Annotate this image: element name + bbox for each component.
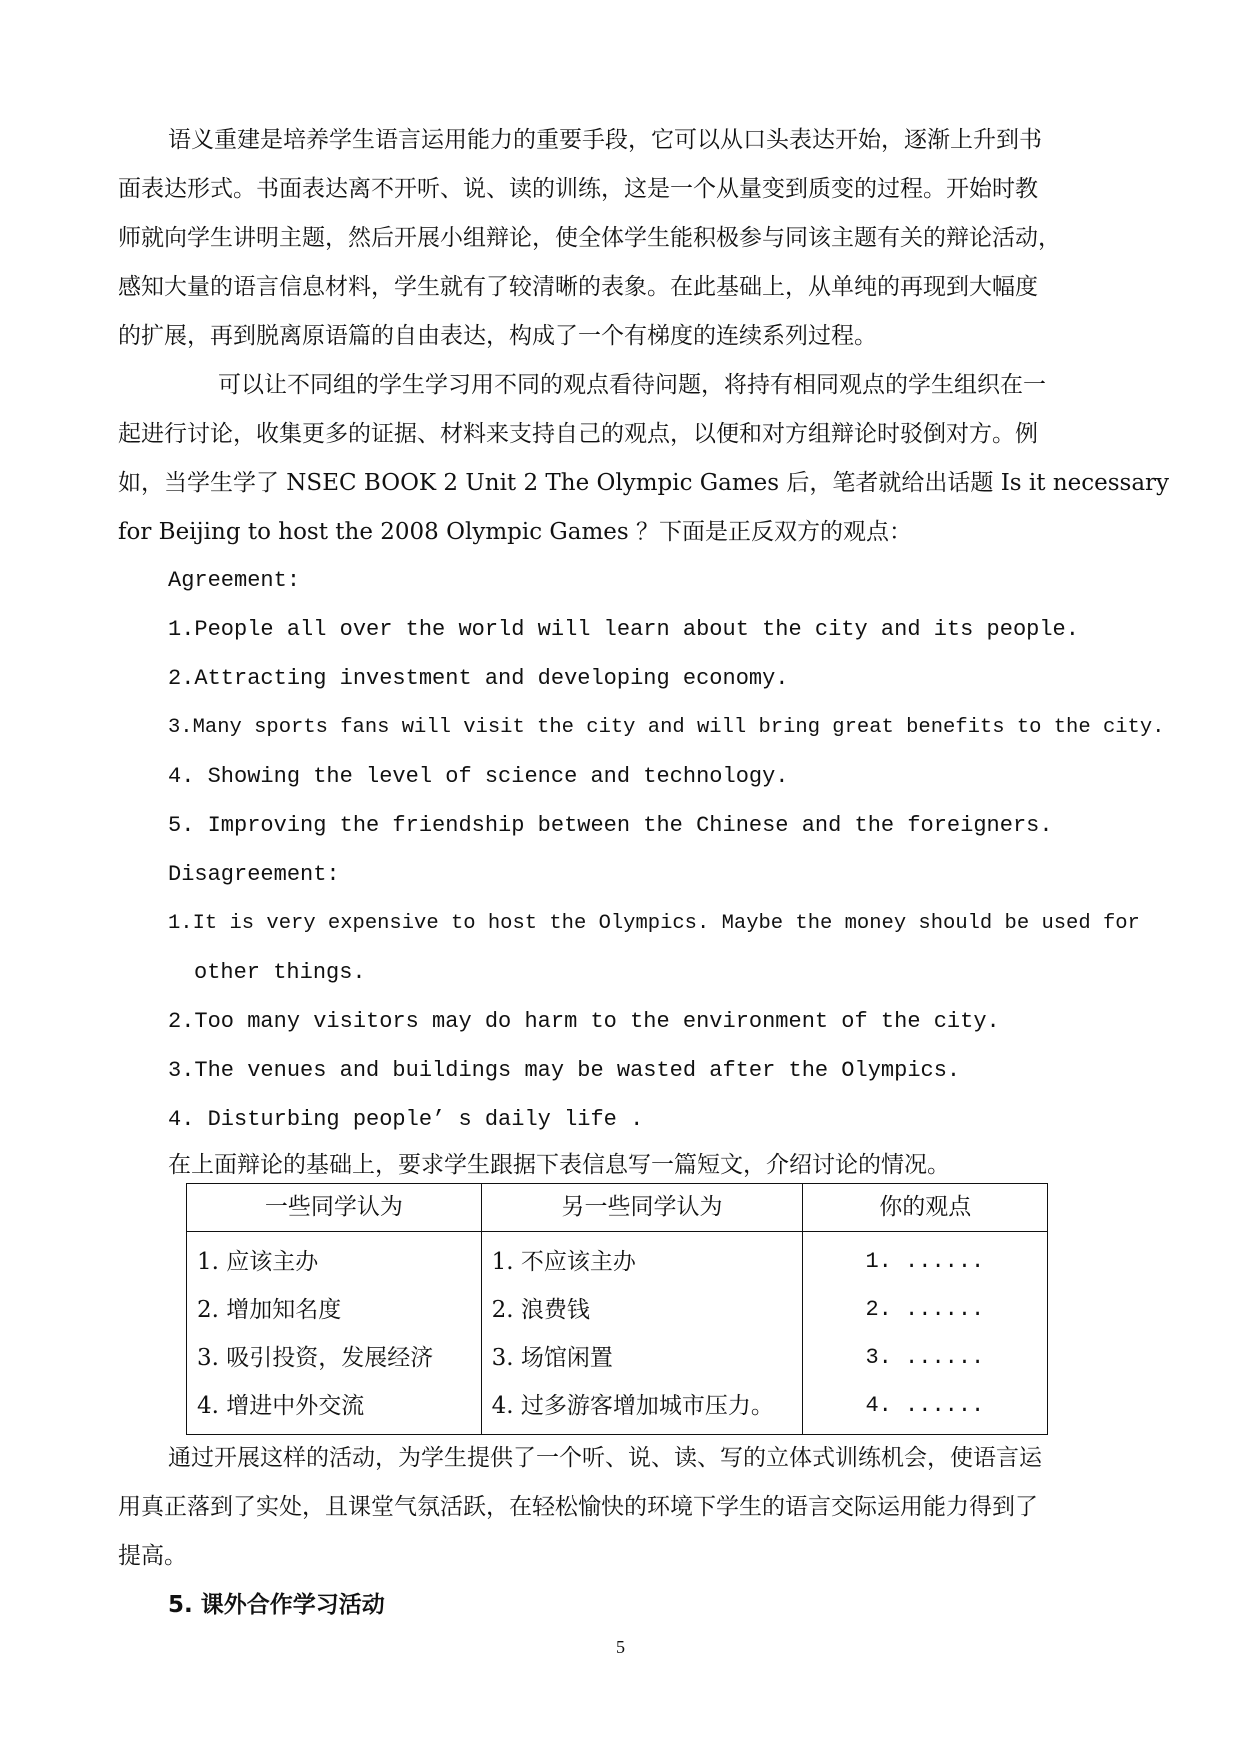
paragraph3-line-3: 提高。 <box>118 1543 187 1569</box>
agreement-heading: Agreement: <box>168 568 301 593</box>
paragraph1-line-2: 面表达形式。书面表达离不开听、说、读的训练，这是一个从量变到质变的过程。开始时教 <box>118 176 1038 202</box>
agreement-item-5: 5. Improving the friendship between the Chinese and the foreigners. <box>168 813 1053 838</box>
table-cell: 1. 不应该主办 <box>491 1249 636 1275</box>
paragraph2-line-1: 可以让不同组的学生学习用不同的观点看待问题，将持有相同观点的学生组织在一 <box>218 372 1046 398</box>
table-cell: 3. 吸引投资，发展经济 <box>197 1345 434 1371</box>
paragraph3-line-2: 用真正落到了实处，且课堂气氛活跃，在轻松愉快的环境下学生的语言交际运用能力得到了 <box>118 1494 1038 1520</box>
agreement-item-4: 4. Showing the level of science and technology. <box>168 764 789 789</box>
table-column-1 <box>187 1232 482 1435</box>
table-cell: 3. 场馆闲置 <box>491 1345 613 1371</box>
disagreement-heading: Disagreement: <box>168 862 340 887</box>
paragraph1-line-4: 感知大量的语言信息材料，学生就有了较清晰的表象。在此基础上，从单纯的再现到大幅度 <box>118 274 1038 300</box>
disagreement-item-2: 2.Too many visitors may do harm to the environment of the city. <box>168 1009 1000 1034</box>
table-cell: 2. ...... <box>865 1297 985 1322</box>
paragraph1-line-5: 的扩展，再到脱离原语篇的自由表达，构成了一个有梯度的连续系列过程。 <box>118 323 877 349</box>
agreement-item-2: 2.Attracting investment and developing economy. <box>168 666 789 691</box>
paragraph2-line-2: 起进行讨论，收集更多的证据、材料来支持自己的观点，以便和对方组辩论时驳倒对方。例 <box>118 421 1038 447</box>
table-header-your-opinion: 你的观点 <box>803 1184 1048 1232</box>
paragraph1-line-3: 师就向学生讲明主题，然后开展小组辩论，使全体学生能积极参与同该主题有关的辩论活动， <box>118 225 1061 251</box>
table-cell: 4. 过多游客增加城市压力。 <box>491 1393 774 1419</box>
table-column-2 <box>481 1232 803 1435</box>
opinion-table <box>186 1183 1048 1435</box>
table-header-other-students: 另一些同学认为 <box>481 1184 803 1232</box>
table-cell: 4. ...... <box>865 1393 985 1418</box>
page-number: 5 <box>616 1637 625 1657</box>
table-header-some-students: 一些同学认为 <box>187 1184 482 1232</box>
paragraph2-line-4: for Beijing to host the 2008 Olympic Games ？下面是正反双方的观点： <box>118 519 913 545</box>
disagreement-item-4: 4. Disturbing people’ s daily life . <box>168 1107 644 1132</box>
paragraph3-line-1: 通过开展这样的活动，为学生提供了一个听、说、读、写的立体式训练机会，使语言运 <box>168 1445 1042 1471</box>
table-cell: 4. 增进中外交流 <box>197 1393 365 1419</box>
disagreement-item-1: 1.It is very expensive to host the Olympics. Maybe the money should be used for <box>168 912 1140 935</box>
table-column-3 <box>803 1232 1048 1435</box>
paragraph2-line-3: 如，当学生学了 NSEC BOOK 2 Unit 2 The Olympic Games 后，笔者就给出话题 Is it necessary <box>118 470 1170 496</box>
disagreement-item-1-continued: other things. <box>194 960 366 985</box>
table-cell: 2. 增加知名度 <box>197 1297 342 1323</box>
agreement-item-3: 3.Many sports fans will visit the city and will bring great benefits to the city. <box>168 716 1165 739</box>
section-heading: 5. 课外合作学习活动 <box>168 1592 385 1618</box>
table-cell: 3. ...... <box>865 1345 985 1370</box>
table-cell: 1. 应该主办 <box>197 1249 319 1275</box>
agreement-item-1: 1.People all over the world will learn about the city and its people. <box>168 617 1079 642</box>
table-intro: 在上面辩论的基础上，要求学生跟据下表信息写一篇短文，介绍讨论的情况。 <box>168 1152 950 1178</box>
disagreement-item-3: 3.The venues and buildings may be wasted after the Olympics. <box>168 1058 961 1083</box>
table-cell: 2. 浪费钱 <box>491 1297 590 1323</box>
table-cell: 1. ...... <box>865 1249 985 1274</box>
paragraph1-line-1: 语义重建是培养学生语言运用能力的重要手段，它可以从口头表达开始，逐渐上升到书 <box>168 127 1042 153</box>
